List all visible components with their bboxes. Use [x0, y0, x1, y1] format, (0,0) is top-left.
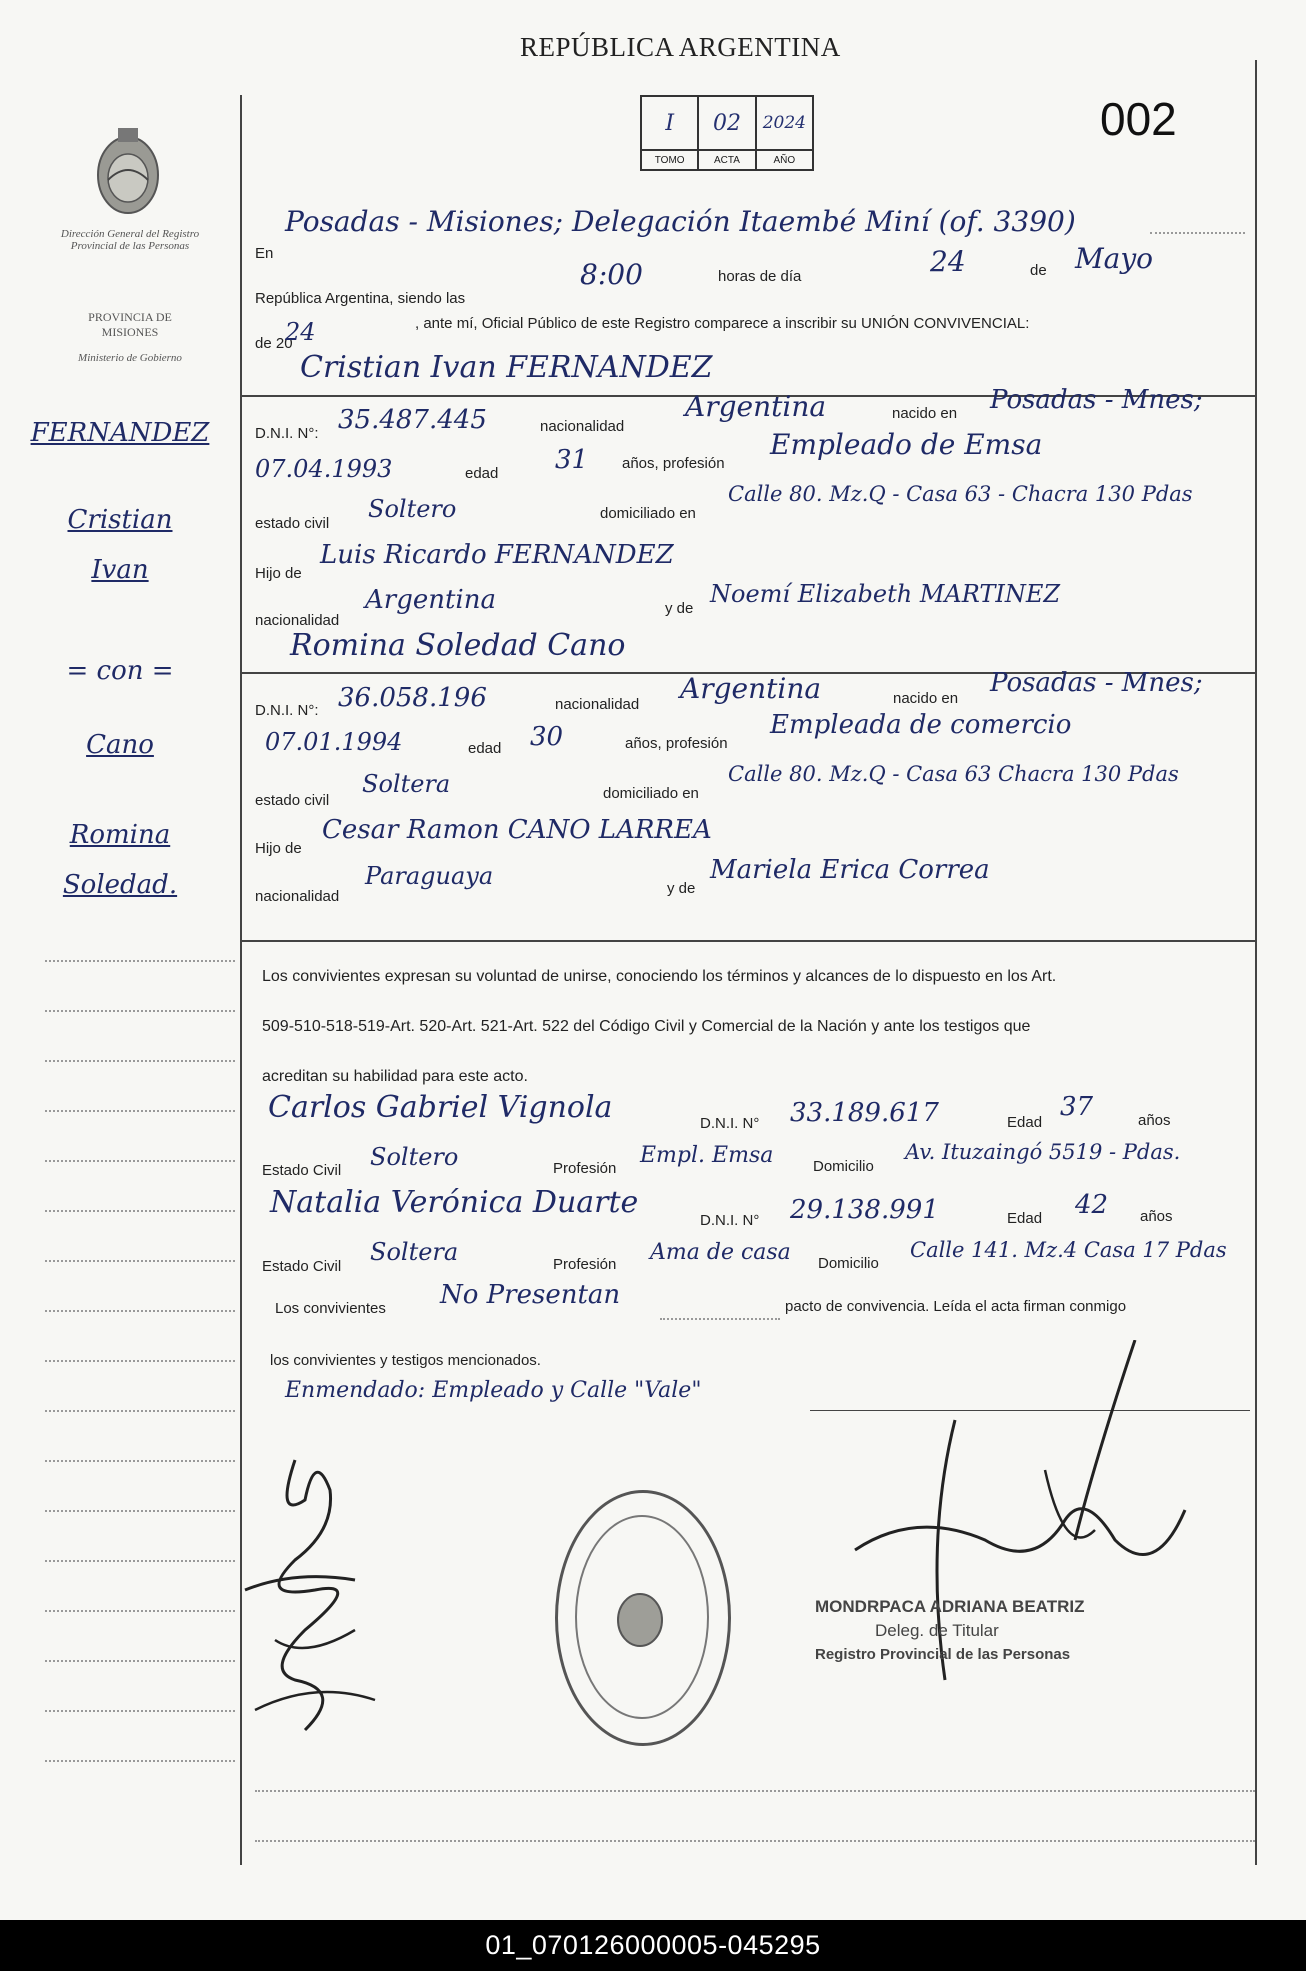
dia-value: 24: [930, 245, 966, 278]
witness2-dni: 29.138.991: [790, 1195, 939, 1225]
person2-domicilio: Calle 80. Mz.Q - Casa 63 Chacra 130 Pdas: [728, 762, 1179, 786]
tomo-label: TOMO: [642, 149, 697, 169]
officer-office: Registro Provincial de las Personas: [815, 1646, 1071, 1663]
person2-edad-label: edad: [468, 740, 502, 757]
acta-label: ACTA: [699, 149, 754, 169]
person1-dni-label: D.N.I. N°:: [255, 425, 319, 442]
person1-domicilio: Calle 80. Mz.Q - Casa 63 - Chacra 130 Pdas: [728, 482, 1193, 506]
person1-nacido-label: nacido en: [892, 405, 958, 422]
margin-con: = con =: [66, 656, 174, 686]
pacto-value: No Presentan: [440, 1280, 621, 1310]
emblem-caption: Dirección General del Registro Provincial de las Personas: [60, 228, 200, 252]
ministry-name: Ministerio de Gobierno: [78, 352, 182, 364]
hora-value: 8:00: [580, 258, 643, 291]
person2-name: Romina Soledad Cano: [290, 628, 626, 663]
acta-value: 02: [712, 110, 741, 136]
witness1-estado-civil: Soltero: [370, 1143, 459, 1171]
person2-hijo-label: Hijo de: [255, 840, 302, 857]
witness1-dni: 33.189.617: [790, 1098, 939, 1128]
witness1-anios-label: años: [1138, 1112, 1171, 1129]
margin-surname-2: Cano: [86, 730, 154, 760]
witness2-dni-label: D.N.I. N°: [700, 1212, 760, 1229]
witness2-profesion: Ama de casa: [650, 1240, 791, 1265]
declaration-line-2: 509-510-518-519-Art. 520-Art. 521-Art. 522 del Código Civil y Comercial de la Nación y ante los testigos que: [262, 1018, 1031, 1035]
person2-madre: Mariela Erica Correa: [710, 855, 990, 885]
person1-edad-label: edad: [465, 465, 499, 482]
mes-value: Mayo: [1075, 242, 1154, 275]
witness2-edad: 42: [1075, 1190, 1109, 1220]
intro-year-prefix: de 20: [255, 335, 293, 352]
person2-dni-label: D.N.I. N°:: [255, 702, 319, 719]
anio-cell: [757, 97, 812, 169]
pacto-line2: los convivientes y testigos mencionados.: [270, 1352, 541, 1369]
person1-hijo-label: Hijo de: [255, 565, 302, 582]
scan-footer: 01_070126000005-045295: [0, 1920, 1306, 1971]
witness1-prof-label: Profesión: [553, 1160, 617, 1177]
witness2-estado-civil: Soltera: [370, 1238, 459, 1266]
person1-yde-label: y de: [665, 600, 694, 617]
person2-dni: 36.058.196: [338, 683, 487, 713]
correction-note: Enmendado: Empleado y Calle "Vale": [285, 1378, 702, 1403]
intro-line2-label: República Argentina, siendo las: [255, 290, 466, 307]
place-text: Posadas - Misiones; Delegación Itaembé Miní (of. 3390): [285, 205, 1076, 238]
pacto-label: Los convivientes: [275, 1300, 386, 1317]
person1-dom-label: domiciliado en: [600, 505, 696, 522]
witness2-civil-label: Estado Civil: [262, 1258, 342, 1275]
document-header-title: REPÚBLICA ARGENTINA: [520, 32, 841, 62]
person2-profesion: Empleada de comercio: [770, 710, 1072, 740]
witness2-prof-label: Profesión: [553, 1256, 617, 1273]
person1-nacido: Posadas - Mnes;: [990, 385, 1203, 415]
seal-emblem-icon: [612, 1590, 668, 1650]
tomo-value: I: [665, 110, 675, 136]
witness1-name: Carlos Gabriel Vignola: [268, 1090, 613, 1125]
pacto-text: pacto de convivencia. Leída el acta firman conmigo: [785, 1298, 1127, 1315]
horas-label: horas de día: [718, 268, 802, 285]
officer-role: Deleg. de Titular: [875, 1621, 999, 1640]
person2-fecha: 07.01.1994: [265, 728, 403, 756]
person1-padre: Luis Ricardo FERNANDEZ: [320, 540, 674, 570]
person2-nac2-label: nacionalidad: [255, 888, 340, 905]
witness2-edad-label: Edad: [1007, 1210, 1043, 1227]
person1-dni: 35.487.445: [338, 405, 487, 435]
witness1-domicilio: Av. Ituzaingó 5519 - Pdas.: [905, 1140, 1181, 1164]
person1-nac-label: nacionalidad: [540, 418, 625, 435]
witness1-dom-label: Domicilio: [813, 1158, 874, 1175]
province-name: PROVINCIA DE MISIONES: [88, 310, 172, 339]
person1-estado-civil: Soltero: [368, 495, 457, 523]
person1-fecha: 07.04.1993: [255, 455, 393, 483]
acta-reference-box: [640, 95, 814, 171]
person2-nac-padre: Paraguaya: [365, 862, 494, 890]
person1-nac-padre: Argentina: [365, 585, 496, 615]
person2-civil-label: estado civil: [255, 792, 330, 809]
person1-nac2-label: nacionalidad: [255, 612, 340, 629]
officer-stamp: [815, 1595, 1084, 1667]
person1-madre: Noemí Elizabeth MARTINEZ: [710, 580, 1061, 608]
de-label: de: [1030, 262, 1047, 279]
margin-name-2b: Soledad.: [62, 870, 178, 900]
acta-cell: [699, 97, 756, 169]
margin-name-1a: Cristian: [67, 505, 173, 535]
margin-name-1b: Ivan: [91, 555, 149, 585]
person1-nacionalidad: Argentina: [685, 390, 827, 423]
anio-value: 2024: [762, 113, 806, 133]
person2-padre: Cesar Ramon CANO LARREA: [322, 815, 712, 845]
person1-civil-label: estado civil: [255, 515, 330, 532]
person1-name: Cristian Ivan FERNANDEZ: [300, 350, 713, 385]
witness2-name: Natalia Verónica Duarte: [270, 1185, 639, 1220]
declaration-line-1: Los convivientes expresan su voluntad de unirse, conociendo los términos y alcances de lo dispuesto en los Art.: [262, 968, 1057, 985]
person2-nac-label: nacionalidad: [555, 696, 640, 713]
margin-surname-1: FERNANDEZ: [30, 418, 210, 448]
person2-yde-label: y de: [667, 880, 696, 897]
person2-edad: 30: [530, 722, 564, 752]
person1-edad: 31: [555, 445, 589, 475]
person2-nacido: Posadas - Mnes;: [990, 668, 1203, 698]
witness2-dom-label: Domicilio: [818, 1255, 879, 1272]
person1-prof-label: años, profesión: [622, 455, 725, 472]
officer-name: MONDRPACA ADRIANA BEATRIZ: [815, 1597, 1085, 1616]
document-number: 002: [1100, 93, 1177, 145]
witness1-profesion: Empl. Emsa: [640, 1143, 774, 1168]
witness1-edad: 37: [1060, 1092, 1094, 1122]
declaration-line-3: acreditan su habilidad para este acto.: [262, 1068, 528, 1085]
anio-suffix: 24: [285, 318, 316, 346]
tomo-cell: [642, 97, 699, 169]
person2-nacionalidad: Argentina: [680, 672, 822, 705]
intro-line3-text: , ante mí, Oficial Público de este Registro comparece a inscribir su UNIÓN CONVIVENCIAL:: [415, 315, 1030, 332]
person2-dom-label: domiciliado en: [603, 785, 699, 802]
witness1-civil-label: Estado Civil: [262, 1162, 342, 1179]
witness2-domicilio: Calle 141. Mz.4 Casa 17 Pdas: [910, 1238, 1227, 1262]
margin-name-2a: Romina: [69, 820, 171, 850]
person2-prof-label: años, profesión: [625, 735, 728, 752]
provincial-emblem-icon: [88, 120, 168, 220]
witness1-dni-label: D.N.I. N°: [700, 1115, 760, 1132]
person2-estado-civil: Soltera: [362, 770, 451, 798]
en-label: En: [255, 245, 274, 262]
person2-nacido-label: nacido en: [893, 690, 959, 707]
witness2-anios-label: años: [1140, 1208, 1173, 1225]
witness1-edad-label: Edad: [1007, 1114, 1043, 1131]
anio-label: AÑO: [757, 149, 812, 169]
person1-profesion: Empleado de Emsa: [770, 428, 1043, 461]
signature-convivientes-icon: [235, 1430, 415, 1760]
